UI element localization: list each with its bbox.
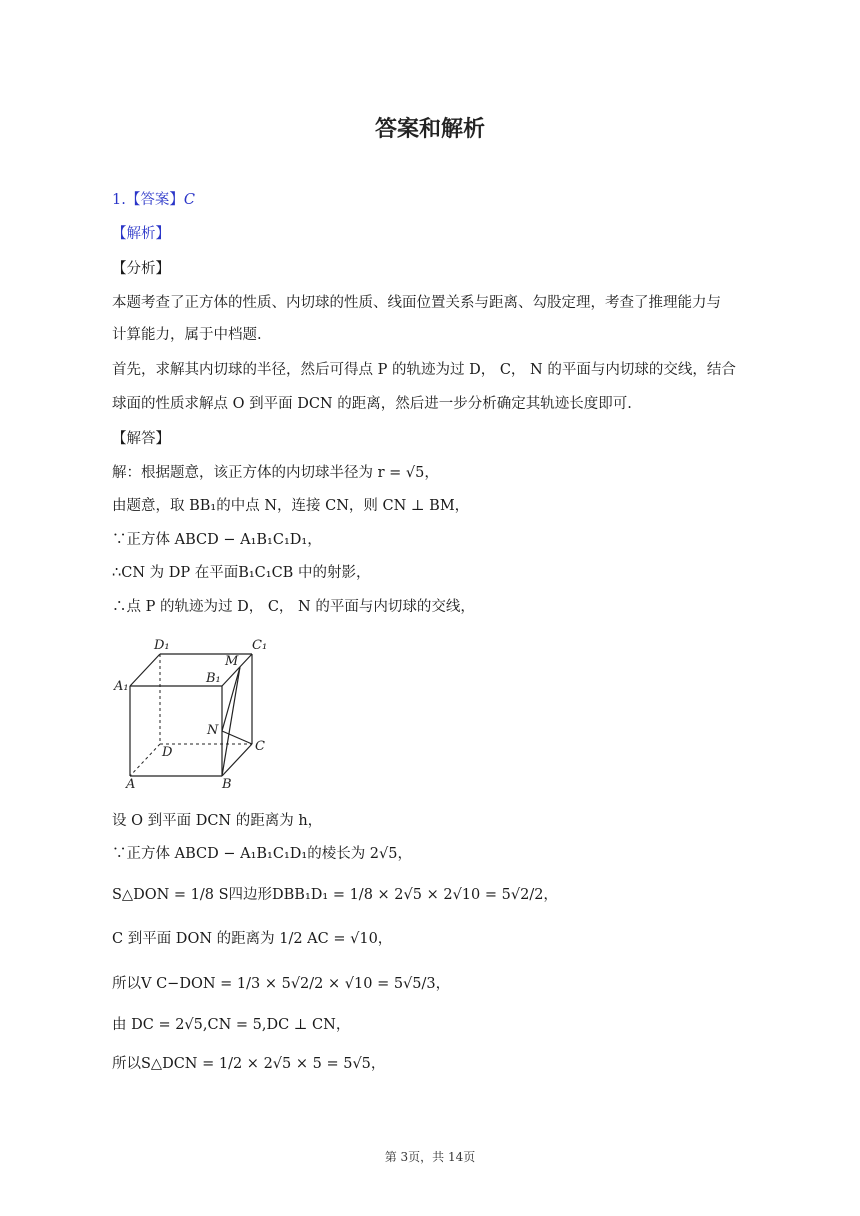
label-M: M [225,654,239,669]
analysis-line-2: 计算能力，属于中档题. [112,327,262,343]
page-footer: 第 3页，共 14页 [384,1150,476,1164]
solution-line-4: ∴CN 为 DP 在平面B₁C₁CB 中的射影， [112,565,371,581]
label-D: D [162,745,173,760]
label-C1: C₁ [252,638,268,653]
solution-line-12: 所以S△DCN = 1/2 × 2√5 × 5 = 5√5， [112,1056,386,1072]
label-A: A [126,777,136,790]
solution-line-11: 由 DC = 2√5,CN = 5,DC ⊥ CN， [112,1017,351,1033]
label-N: N [207,723,219,738]
solution-line-5: ∴点 P 的轨迹为过 D， C， N 的平面与内切球的交线， [112,599,475,615]
solution-line-6: 设 O 到平面 DCN 的距离为 h， [112,813,323,829]
answer-line [112,190,195,210]
analysis-line-1: 本题考查了正方体的性质、内切球的性质、线面位置关系与距离、勾股定理，考查了推理能力与 [112,295,721,311]
jiexi-heading: 【解析】 [112,226,170,242]
solution-line-2: 由题意，取 BB₁的中点 N，连接 CN，则 CN ⊥ BM， [112,498,470,514]
solution-line-10: 所以V C−DON = 1/3 × 5√2/2 × √10 = 5√5/3， [112,976,451,992]
label-A1: A₁ [114,679,129,694]
analysis-line-3: 首先，求解其内切球的半径，然后可得点 P 的轨迹为过 D， C， N 的平面与内切球的交线，结合 [112,362,736,378]
label-B1: B₁ [206,671,221,686]
cube-figure [112,630,282,790]
page-title: 答案和解析 [374,117,485,142]
analysis-line-4: 球面的性质求解点 O 到平面 DCN 的距离，然后进一步分析确定其轨迹长度即可. [112,396,632,412]
label-B: B [222,777,232,790]
label-D1: D₁ [154,638,170,653]
solution-line-8: S△DON = 1/8 S四边形DBB₁D₁ = 1/8 × 2√5 × 2√10 = 5√2/2， [112,887,558,903]
solution-line-3: ∵正方体 ABCD − A₁B₁C₁D₁， [112,532,322,548]
solution-line-7: ∵正方体 ABCD − A₁B₁C₁D₁的棱长为 2√5， [112,846,412,862]
fenxi-heading: 【分析】 [112,261,170,277]
jieda-heading: 【解答】 [112,431,170,447]
solution-line-9: C 到平面 DON 的距离为 1/2 AC = √10， [112,931,393,947]
label-C: C [255,739,265,754]
answer-value: C [183,192,195,208]
answer-label: 1.【答案】 [112,192,184,208]
solution-line-1: 解：根据题意，该正方体的内切球半径为 r = √5， [112,465,439,481]
